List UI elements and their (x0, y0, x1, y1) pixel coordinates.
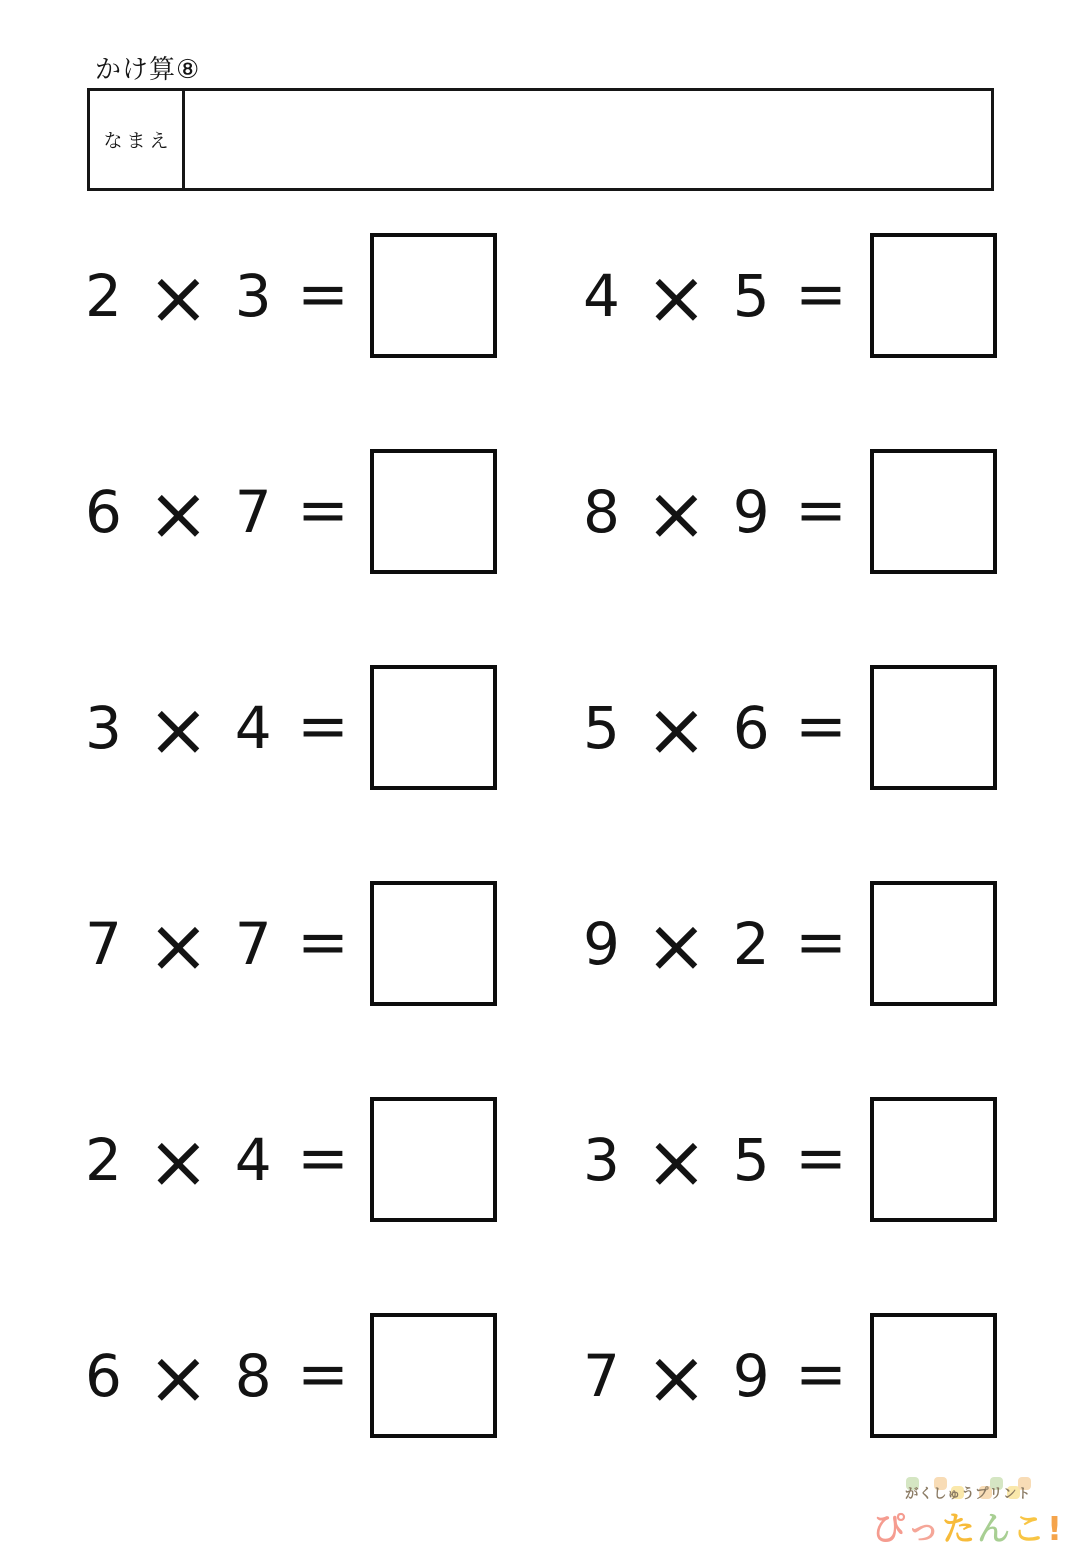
multiplier: 6 (732, 693, 770, 762)
times-sign: × (147, 1118, 210, 1205)
logo-line1-char: ト (1017, 1482, 1031, 1502)
equals-sign: = (297, 1120, 349, 1194)
problem (583, 1097, 997, 1222)
logo-line1-char: が (905, 1482, 919, 1502)
problem (85, 881, 497, 1006)
multiplier: 7 (234, 477, 272, 546)
multiplicand: 2 (85, 1125, 122, 1194)
answer-box[interactable] (870, 233, 997, 358)
multiplicand: 8 (583, 477, 620, 546)
problem (583, 665, 997, 790)
logo-line2-char: っ (906, 1509, 942, 1548)
problem (85, 449, 497, 574)
logo-line1-char: ゅ (947, 1482, 961, 1502)
multiplicand: 7 (583, 1341, 620, 1410)
problems-grid (85, 233, 997, 1438)
logo-line1-char: プ (975, 1482, 989, 1502)
logo-line1-char: リ (989, 1482, 1003, 1502)
problem (583, 233, 997, 358)
name-box (87, 88, 994, 191)
times-sign: × (147, 1334, 210, 1421)
equation (85, 1334, 349, 1421)
times-sign: × (147, 902, 210, 989)
logo-line1-char: う (960, 1486, 975, 1502)
problem (583, 1313, 997, 1438)
answer-box[interactable] (870, 1313, 997, 1438)
equation (85, 902, 349, 989)
logo-line2-char: ん (976, 1509, 1012, 1548)
multiplier: 5 (732, 261, 770, 330)
logo-line2-char: ! (1046, 1509, 1064, 1548)
equation (583, 470, 847, 557)
equals-sign: = (795, 904, 847, 978)
name-input-area[interactable] (185, 91, 991, 188)
problem (85, 1313, 497, 1438)
times-sign: × (147, 470, 210, 557)
times-sign: × (645, 1118, 708, 1205)
equation (583, 902, 847, 989)
logo-line2-char: こ (1011, 1509, 1047, 1548)
equation (583, 1118, 847, 1205)
times-sign: × (645, 254, 708, 341)
times-sign: × (645, 470, 708, 557)
equals-sign: = (795, 472, 847, 546)
logo-line2-char: た (941, 1509, 977, 1548)
multiplicand: 2 (85, 261, 122, 330)
answer-box[interactable] (370, 881, 497, 1006)
times-sign: × (645, 902, 708, 989)
page-title: かけ算⑧ (95, 55, 201, 85)
equals-sign: = (795, 1336, 847, 1410)
equals-sign: = (297, 688, 349, 762)
multiplier: 3 (234, 261, 272, 330)
multiplier: 5 (732, 1125, 770, 1194)
answer-box[interactable] (370, 233, 497, 358)
logo-line1-char: ン (1003, 1482, 1017, 1502)
equation (583, 1334, 847, 1421)
multiplier: 8 (234, 1341, 272, 1410)
logo-line1 (872, 1482, 1064, 1502)
multiplier: 9 (732, 1341, 770, 1410)
equals-sign: = (795, 688, 847, 762)
times-sign: × (645, 1334, 708, 1421)
times-sign: × (645, 686, 708, 773)
times-sign: × (147, 254, 210, 341)
multiplicand: 5 (583, 693, 620, 762)
multiplier: 2 (732, 909, 770, 978)
answer-box[interactable] (370, 1313, 497, 1438)
multiplicand: 6 (85, 1341, 122, 1410)
times-sign: × (147, 686, 210, 773)
problem (85, 665, 497, 790)
answer-box[interactable] (870, 665, 997, 790)
logo-line2-char: ぴ (871, 1509, 907, 1548)
multiplicand: 4 (583, 261, 620, 330)
multiplier: 4 (234, 693, 272, 762)
equals-sign: = (795, 256, 847, 330)
logo-line2 (872, 1503, 1064, 1550)
problem (85, 1097, 497, 1222)
equation (85, 470, 349, 557)
equals-sign: = (297, 904, 349, 978)
equals-sign: = (297, 1336, 349, 1410)
pittanko-logo (872, 1482, 1064, 1550)
multiplicand: 9 (583, 909, 620, 978)
logo-line1-char: く (918, 1486, 933, 1502)
answer-box[interactable] (870, 449, 997, 574)
multiplicand: 6 (85, 477, 122, 546)
equation (583, 686, 847, 773)
multiplicand: 3 (85, 693, 122, 762)
equation (85, 254, 349, 341)
multiplicand: 3 (583, 1125, 620, 1194)
equals-sign: = (795, 1120, 847, 1194)
problem (583, 881, 997, 1006)
answer-box[interactable] (370, 1097, 497, 1222)
equals-sign: = (297, 256, 349, 330)
multiplicand: 7 (85, 909, 122, 978)
equation (583, 254, 847, 341)
equation (85, 1118, 349, 1205)
equation (85, 686, 349, 773)
name-label: なまえ (90, 91, 185, 188)
logo-line1-char: し (933, 1482, 947, 1502)
multiplier: 4 (234, 1125, 272, 1194)
answer-box[interactable] (370, 449, 497, 574)
answer-box[interactable] (870, 1097, 997, 1222)
multiplier: 9 (732, 477, 770, 546)
multiplier: 7 (234, 909, 272, 978)
answer-box[interactable] (370, 665, 497, 790)
problem (583, 449, 997, 574)
equals-sign: = (297, 472, 349, 546)
problem (85, 233, 497, 358)
answer-box[interactable] (870, 881, 997, 1006)
